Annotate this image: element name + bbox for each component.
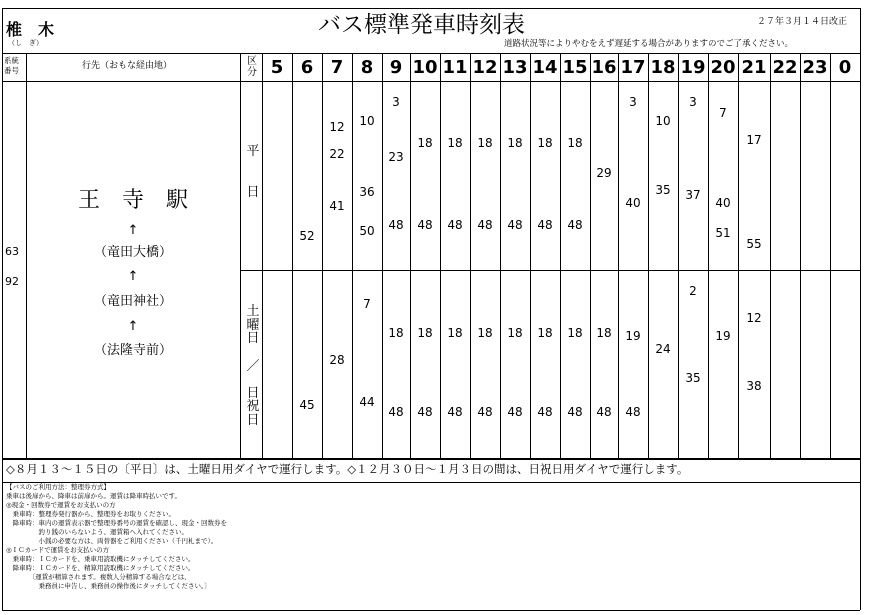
weekday-label: 平 日 [246, 144, 260, 200]
hour-header-15: 15 [562, 56, 588, 78]
grid-vline [470, 53, 471, 458]
weekday-departure-13-48: 48 [507, 218, 523, 233]
hour-header-12: 12 [472, 56, 498, 78]
weekday-departure-17-3: 3 [629, 95, 637, 110]
weekday-departure-21-55: 55 [746, 237, 762, 252]
usage-note-line: ◎現金・回数券で運賃をお支払いの方 [6, 501, 116, 509]
grid-vline [860, 8, 861, 610]
grid-vline [2, 8, 3, 610]
holiday-departure-10-18: 18 [417, 326, 433, 341]
special-operation-notice: ◇８月１３～１５日の〔平日〕は、土曜日用ダイヤで運行します。◇１２月３０日～１月３日の間は、日祝日用ダイヤで運行します。 [6, 462, 689, 476]
grid-vline [530, 53, 531, 458]
usage-note-line: 〔運賃が精算されます。複数人分精算する場合などは、 [6, 573, 191, 581]
weekday-departure-14-18: 18 [537, 136, 553, 151]
usage-note-line: 乗車時：ＩＣカードを、乗車用読取機にタッチしてください。 [6, 555, 195, 563]
holiday-departure-21-38: 38 [746, 379, 762, 394]
hour-header-21: 21 [741, 56, 767, 78]
holiday-departure-16-18: 18 [596, 326, 612, 341]
grid-vline [26, 53, 27, 458]
weekday-departure-15-18: 18 [567, 136, 583, 151]
hour-header-19: 19 [680, 56, 706, 78]
hour-header-8: 8 [360, 56, 374, 78]
holiday-label: 土 曜 日 ／ 日 祝 日 [246, 304, 260, 429]
grid-vline [560, 53, 561, 458]
weekday-departure-21-17: 17 [746, 133, 762, 148]
holiday-departure-15-18: 18 [567, 326, 583, 341]
hour-header-17: 17 [620, 56, 646, 78]
holiday-departure-13-48: 48 [507, 405, 523, 420]
holiday-departure-19-35: 35 [685, 371, 701, 386]
via-stop-2: （竜田神社） [93, 294, 172, 309]
grid-vline [648, 53, 649, 458]
grid-hline [240, 270, 860, 271]
via-stop-1: （竜田大橋） [93, 245, 172, 260]
usage-note-line: 降車時：ＩＣカードを、精算用読取機にタッチしてください。 [6, 564, 195, 572]
hour-header-18: 18 [650, 56, 676, 78]
grid-vline [800, 53, 801, 458]
weekday-departure-7-22: 22 [329, 147, 345, 162]
grid-vline [618, 53, 619, 458]
holiday-departure-20-19: 19 [715, 329, 731, 344]
weekday-departure-10-18: 18 [417, 136, 433, 151]
grid-vline [322, 53, 323, 458]
holiday-departure-7-28: 28 [329, 352, 345, 367]
holiday-departure-13-18: 18 [507, 326, 523, 341]
arrow-2: ↑ [127, 269, 139, 284]
usage-note-line: ◎ＩＣカードで運賃をお支払いの方 [6, 546, 110, 554]
hour-header-7: 7 [330, 56, 344, 78]
holiday-departure-8-44: 44 [359, 394, 375, 409]
holiday-departure-11-18: 18 [447, 326, 463, 341]
weekday-departure-11-48: 48 [447, 218, 463, 233]
hour-header-16: 16 [591, 56, 617, 78]
weekday-departure-18-35: 35 [655, 182, 671, 197]
holiday-departure-8-7: 7 [363, 297, 371, 312]
weekday-departure-9-23: 23 [388, 149, 404, 164]
arrow-3: ↑ [127, 319, 139, 334]
usage-note-line: 釣り銭のいらないよう、運賃箱へ入れてください。 [6, 528, 188, 536]
weekday-departure-14-48: 48 [537, 218, 553, 233]
weekday-departure-15-48: 48 [567, 218, 583, 233]
weekday-departure-20-51: 51 [715, 226, 731, 241]
usage-note-line: 小銭の必要な方は、両替器をご利用ください（千円札まで）。 [6, 537, 218, 545]
grid-hline [2, 610, 860, 611]
usage-note-line: 乗務員に申告し、乗務員の操作後にタッチしてください。〕 [6, 582, 211, 590]
grid-vline [382, 53, 383, 458]
grid-hline [2, 8, 860, 9]
destination-name: 王 寺 駅 [77, 188, 188, 213]
grid-vline [830, 53, 831, 458]
grid-hline [2, 458, 860, 460]
weekday-departure-12-48: 48 [477, 218, 493, 233]
grid-vline [262, 53, 263, 458]
weekday-departure-10-48: 48 [417, 218, 433, 233]
holiday-departure-17-48: 48 [625, 405, 641, 420]
page-title: バス標準発車時刻表 [318, 12, 525, 38]
holiday-departure-21-12: 12 [746, 310, 762, 325]
grid-vline [590, 53, 591, 458]
hour-header-5: 5 [270, 56, 284, 78]
weekday-departure-8-10: 10 [359, 114, 375, 129]
hour-header-6: 6 [300, 56, 314, 78]
holiday-departure-14-18: 18 [537, 326, 553, 341]
destination-header: 行先（おもな経由地） [82, 61, 173, 71]
holiday-departure-14-48: 48 [537, 405, 553, 420]
hour-header-9: 9 [389, 56, 403, 78]
weekday-departure-11-18: 18 [447, 136, 463, 151]
hour-header-23: 23 [802, 56, 828, 78]
usage-note-line: 乗車時：整理券発行器から、整理券をお取りください。 [6, 510, 175, 518]
weekday-departure-9-3: 3 [392, 95, 400, 110]
grid-vline [770, 53, 771, 458]
grid-vline [500, 53, 501, 458]
grid-vline [352, 53, 353, 458]
holiday-departure-16-48: 48 [596, 405, 612, 420]
weekday-departure-19-37: 37 [685, 188, 701, 203]
grid-vline [678, 53, 679, 458]
weekday-departure-12-18: 18 [477, 136, 493, 151]
usage-note-line: 降車時：車内の運賃表示器で整理券番号の運賃を確認し、現金・回数券を [6, 519, 227, 527]
grid-vline [240, 53, 241, 458]
stop-name: 椎 木 [6, 20, 55, 39]
delay-notice: 道路状況等によりやむをえず遅延する場合がありますのでご了承ください。 [504, 39, 794, 49]
grid-hline [2, 53, 860, 54]
weekday-departure-20-40: 40 [715, 196, 731, 211]
weekday-departure-8-36: 36 [359, 185, 375, 200]
holiday-departure-17-19: 19 [625, 329, 641, 344]
weekday-departure-13-18: 18 [507, 136, 523, 151]
grid-vline [410, 53, 411, 458]
usage-notes [6, 483, 227, 591]
weekday-departure-7-12: 12 [329, 119, 345, 134]
usage-note-line: 乗車は後扉から、降車は前扉から。運賃は降車時払いです。 [6, 492, 181, 500]
holiday-departure-18-24: 24 [655, 342, 671, 357]
grid-vline [738, 53, 739, 458]
grid-vline [292, 53, 293, 458]
holiday-departure-19-2: 2 [689, 284, 697, 299]
hour-header-20: 20 [710, 56, 736, 78]
weekday-departure-18-10: 10 [655, 114, 671, 129]
hour-header-11: 11 [442, 56, 468, 78]
usage-note-line: 【バスのご利用方法：整理券方式】 [6, 483, 110, 491]
holiday-departure-11-48: 48 [447, 405, 463, 420]
arrow-1: ↑ [127, 223, 139, 238]
weekday-departure-17-40: 40 [625, 196, 641, 211]
route-number-63: 63 [5, 245, 19, 258]
via-stop-3: （法隆寺前） [93, 343, 172, 358]
weekday-departure-16-29: 29 [596, 166, 612, 181]
grid-vline [440, 53, 441, 458]
kubun-header: 区 分 [247, 56, 257, 78]
grid-hline [2, 482, 860, 483]
holiday-departure-6-45: 45 [299, 397, 315, 412]
stop-reading: （し ぎ） [8, 39, 43, 47]
weekday-departure-9-48: 48 [388, 218, 404, 233]
weekday-departure-7-41: 41 [329, 199, 345, 214]
hour-header-13: 13 [502, 56, 528, 78]
hour-header-10: 10 [412, 56, 438, 78]
hour-header-14: 14 [532, 56, 558, 78]
hour-header-22: 22 [772, 56, 798, 78]
weekday-departure-8-50: 50 [359, 223, 375, 238]
holiday-departure-9-48: 48 [388, 405, 404, 420]
grid-hline [2, 81, 860, 82]
holiday-departure-10-48: 48 [417, 405, 433, 420]
holiday-departure-15-48: 48 [567, 405, 583, 420]
weekday-departure-6-52: 52 [299, 229, 315, 244]
hour-header-0: 0 [838, 56, 852, 78]
grid-vline [708, 53, 709, 458]
route-number-header: 系統 番号 [4, 56, 19, 75]
route-number-92: 92 [5, 275, 19, 288]
weekday-departure-20-7: 7 [719, 106, 727, 121]
holiday-departure-9-18: 18 [388, 326, 404, 341]
weekday-departure-19-3: 3 [689, 95, 697, 110]
holiday-departure-12-48: 48 [477, 405, 493, 420]
revision-date: ２７年３月１４日改正 [757, 17, 848, 27]
holiday-departure-12-18: 18 [477, 326, 493, 341]
